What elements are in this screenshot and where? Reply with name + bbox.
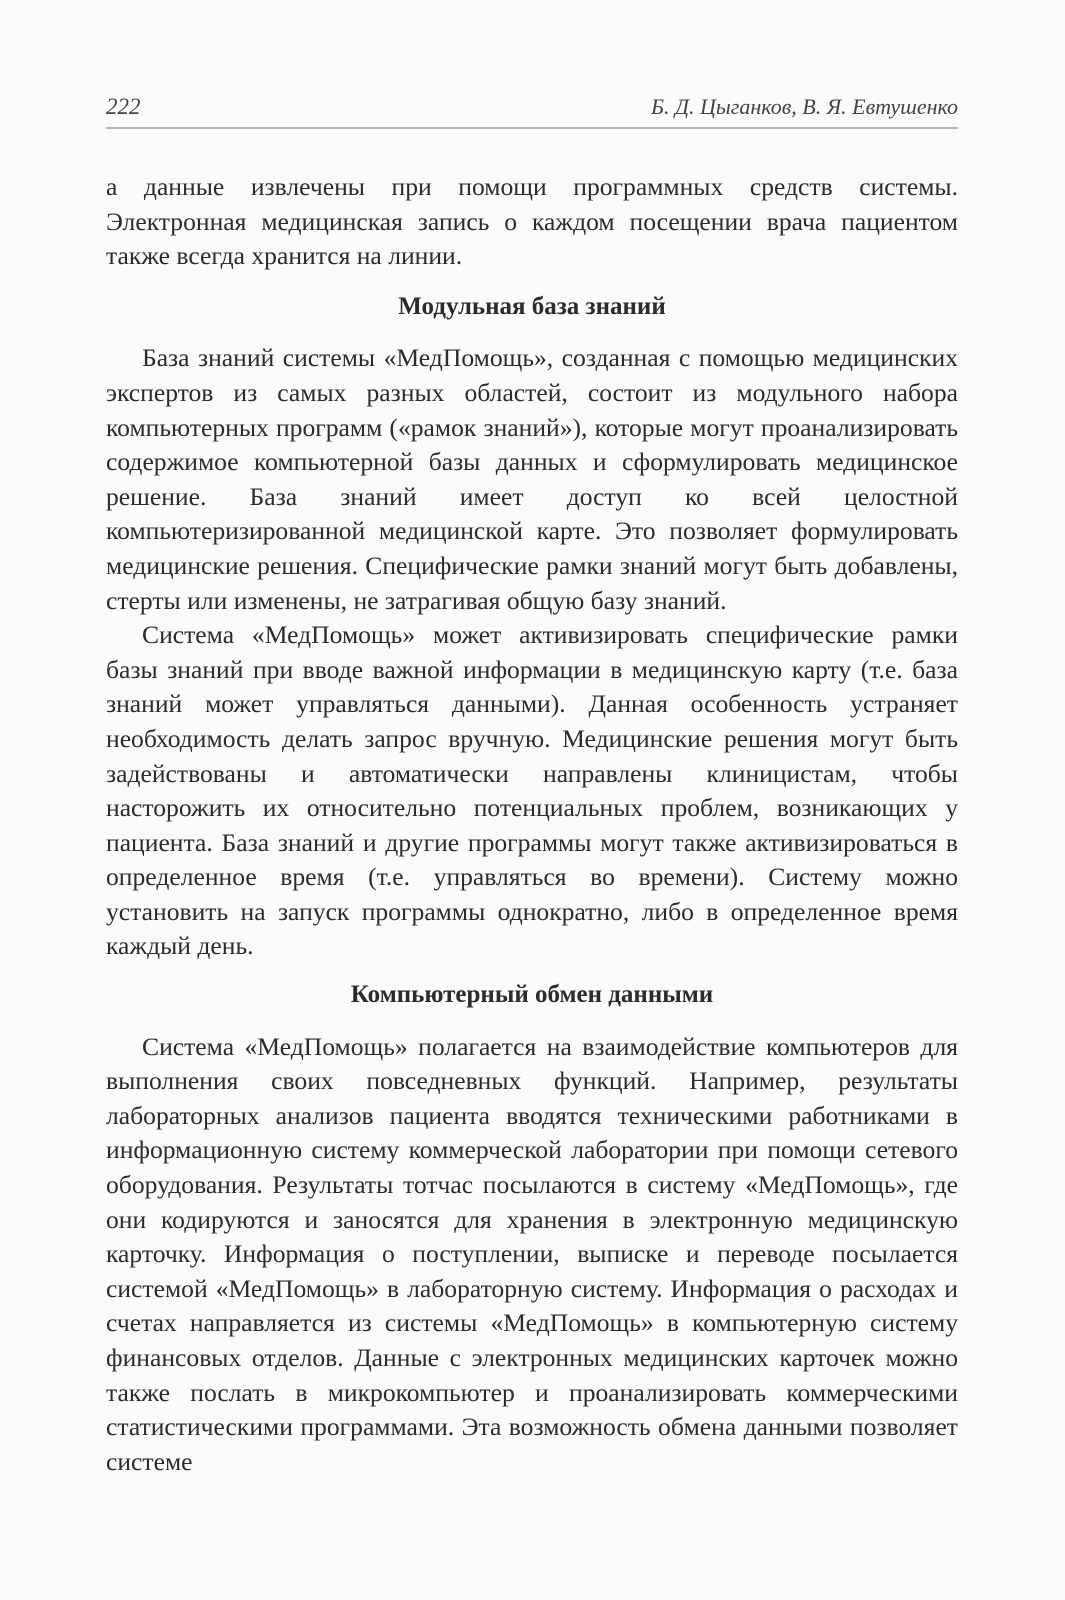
section-heading-data-exchange: Компьютерный обмен данными	[350, 981, 714, 1009]
header-rule	[106, 127, 958, 129]
page-header	[106, 94, 958, 130]
paragraph-knowledge-activation: Система «МедПомощь» может активизировать специфические рамки базы знаний при вводе важной информации в медицинскую карту (т.е. база знаний может управляться данными). Данная особенность устраняет необходимость делать запрос вручную. Медицинские решения могут быть задействованы и автоматически направлены клиницистам, чтобы насторожить их относительно потенциальных проблем, возникающих у пациента. База знаний и другие программы могут также активизироваться в определенное время (т.е. управляться во времени). Систему можно установить на запуск программы однократно, либо в определенное время каждый день.	[106, 620, 958, 961]
paragraph-continued: а данные извлечены при помощи программных средств системы. Электронная медицинская запись о каждом посещении врача пациентом также всегда хранится на линии.	[106, 172, 958, 271]
paragraph-data-exchange: Система «МедПомощь» полагается на взаимодействие компьютеров для выполнения своих повседневных функций. Например, результаты лабораторных анализов пациента вводятся техническими работниками в информационную систему коммерческой лаборатории при помощи сетевого оборудования. Результаты тотчас посылаются в систему «МедПомощь», где они кодируются и заносятся для хранения в электронную медицинскую карточку. Информация о поступлении, выписке и переводе посылается системой «МедПомощь» в лабораторную систему. Информация о расходах и счетах направляется из системы «МедПомощь» в компьютерную систему финансовых отделов. Данные с электронных медицинских карточек можно также послать в микрокомпьютер и проанализировать коммерческими статистическими программами. Эта возможность обмена данными позволяет системе	[106, 1031, 958, 1476]
running-head: Б. Д. Цыганков, В. Я. Евтушенко	[651, 94, 958, 119]
page-body	[106, 170, 958, 1479]
section-heading-knowledge-base: Модульная база знаний	[398, 292, 666, 320]
page-number: 222	[106, 94, 141, 119]
paragraph-knowledge-base: База знаний системы «МедПомощь», созданная с помощью медицинских экспертов из самых разных областей, состоит из модульного набора компьютерных программ («рамок знаний»), которые могут проанализировать содержимое компьютерной базы данных и сформулировать медицинское решение. База знаний имеет доступ ко всей целостной компьютеризированной медицинской карте. Это позволяет формулировать медицинские решения. Специфические рамки знаний могут быть добавлены, стерты или изменены, не затрагивая общую базу знаний.	[106, 343, 958, 615]
